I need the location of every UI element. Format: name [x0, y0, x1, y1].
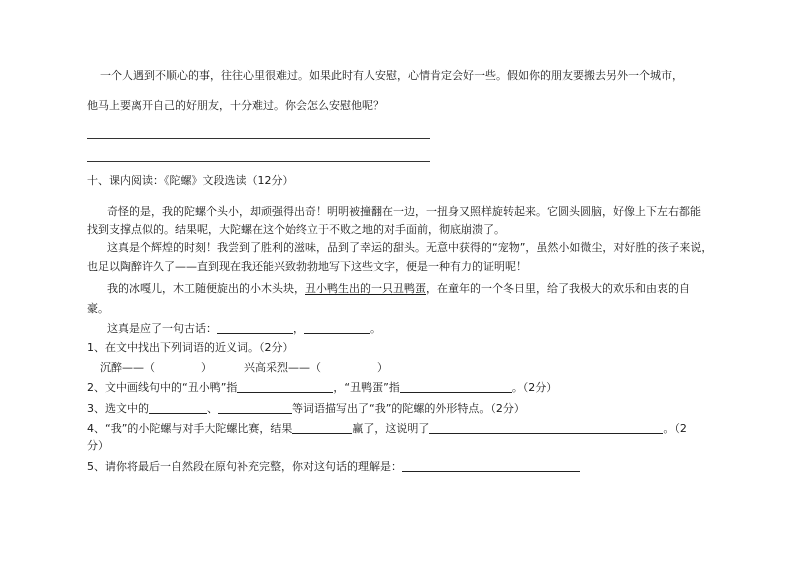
question-2 [87, 381, 557, 395]
q5-blank[interactable] [402, 460, 580, 472]
question-3 [87, 402, 525, 416]
passage-p2-line-2: 也足以陶醉许久了——直到现在我还能兴致勃勃地写下这些文字，便是一种有力的证明呢！ [87, 260, 527, 273]
q4-text-b: 赢了，这说明了 [352, 422, 430, 435]
passage-p1-line-2: 找到支撑点似的。结果呢，大陀螺在这个始终立于不败之地的对手面前，彻底崩溃了。 [87, 223, 505, 236]
q2-text-b: ，“丑鸭蛋”指 [333, 381, 400, 394]
q1-word-2: 兴高采烈——（ [244, 361, 321, 374]
passage-p3-text-a: 我的冰嘎儿，木工随便旋出的小木头块， [107, 282, 305, 295]
q3-blank-1[interactable] [149, 402, 207, 414]
q1-close-2: ） [377, 361, 388, 374]
answer-line-1[interactable] [87, 138, 430, 139]
underlined-sentence: 丑小鸭生出的一只丑鸭蛋 [305, 282, 426, 295]
proverb-blank-2[interactable] [304, 322, 370, 334]
proverb-blank-1[interactable] [217, 322, 293, 334]
q2-blank-1[interactable] [237, 381, 333, 393]
intro-line-2: 他马上要离开自己的好朋友，十分难过。你会怎么安慰他呢？ [87, 99, 384, 112]
q3-blank-2[interactable] [218, 402, 292, 414]
proverb-comma: ， [293, 322, 304, 335]
question-1-items [100, 361, 388, 375]
passage-p3-text-b: ，在童年的一个冬日里，给了我极大的欢乐和由衷的自 [426, 282, 690, 295]
q2-text-a: 2、文中画线句中的“丑小鸭”指 [87, 381, 238, 394]
q4-blank-2[interactable] [429, 422, 663, 434]
q2-text-c: 。（2分） [511, 381, 558, 394]
q1-close-1: ） [201, 361, 212, 374]
passage-p3-line-2: 豪。 [87, 302, 109, 315]
section-heading: 十、课内阅读：《陀螺》文段选读（12分） [87, 174, 294, 187]
question-4 [87, 422, 687, 436]
q3-text-b: 、 [207, 402, 218, 415]
q4-text-a: 4、“我”的小陀螺与对手大陀螺比赛，结果 [87, 422, 293, 435]
proverb-prompt: 这真是应了一句古话： [107, 322, 217, 335]
passage-p1-line-1: 奇怪的是，我的陀螺个头小，却顽强得出奇！明明被撞翻在一边，一扭身又照样旋转起来。它圆头圆脑，好像上下左右都能 [107, 205, 701, 218]
answer-line-2[interactable] [87, 161, 430, 162]
question-5 [87, 460, 580, 474]
question-1: 1、在文中找出下列词语的近义词。（2分） [87, 341, 294, 354]
passage-p4 [107, 322, 381, 336]
q3-text-a: 3、选文中的 [87, 402, 149, 415]
intro-line-1: 一个人遇到不顺心的事，往往心里很难过。如果此时有人安慰，心情肯定会好一些。假如你的朋友要搬去另外一个城市， [100, 69, 683, 82]
passage-p2-line-1: 这真是个辉煌的时刻！我尝到了胜利的滋味，品到了幸运的甜头。无意中获得的“宠物”，虽然小如微尘，对好胜的孩子来说， [107, 241, 713, 254]
q2-blank-2[interactable] [400, 381, 512, 393]
proverb-end: 。 [370, 322, 381, 335]
q1-word-1: 沉醉——（ [100, 361, 155, 374]
passage-p3-line-1 [107, 282, 690, 296]
q5-text: 5、请你将最后一自然段在原句补充完整，你对这句话的理解是： [87, 460, 402, 473]
q3-text-c: 等词语描写出了“我”的陀螺的外形特点。（2分） [292, 402, 525, 415]
q4-blank-1[interactable] [292, 422, 352, 434]
question-4-continued: 分） [87, 439, 109, 452]
q4-text-c: 。（2 [663, 422, 687, 435]
